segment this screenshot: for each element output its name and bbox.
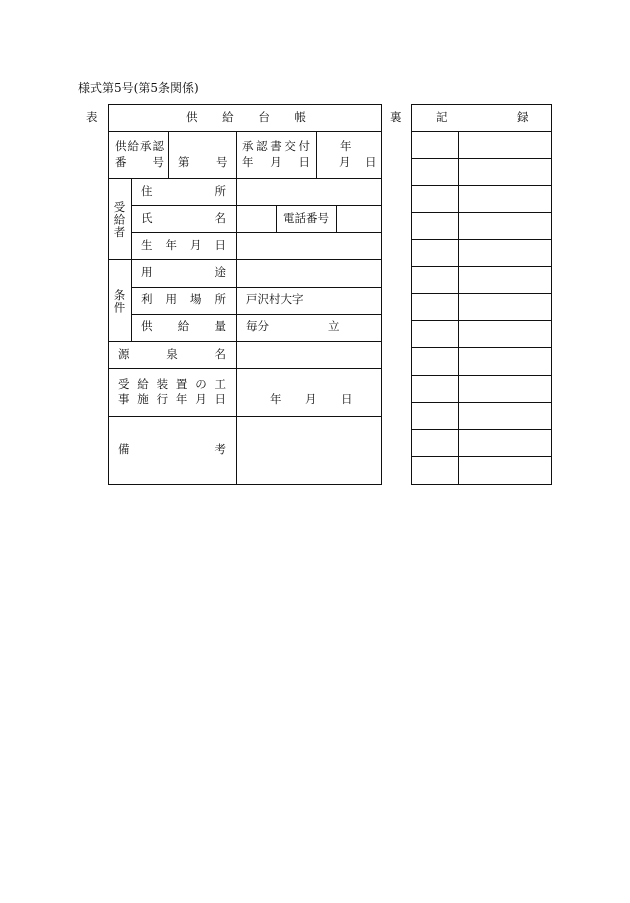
location-label: 利 用 場 所 <box>141 292 226 306</box>
location-value: 戸沢村大字 <box>246 292 304 306</box>
back-side-label: 裏 <box>390 110 402 124</box>
birth-label: 生 年 月 日 <box>141 238 226 252</box>
install-label-2: 事 施 行 年 月 日 <box>118 392 226 406</box>
install-month: 月 <box>305 392 317 406</box>
install-label-1: 受 給 装 置 の 工 <box>118 377 226 391</box>
recipient-group-label: 受給者 <box>112 201 127 239</box>
approval-no-prefix: 第 <box>178 155 190 169</box>
install-day: 日 <box>341 392 353 406</box>
record-heading-1: 記 <box>436 110 448 124</box>
issue-date-label-2: 年 月 日 <box>242 155 310 169</box>
install-year: 年 <box>270 392 282 406</box>
approval-no-suffix: 号 <box>216 155 228 169</box>
name-label: 氏 名 <box>141 211 226 225</box>
supply-unit: 立 <box>328 319 340 333</box>
front-side-label: 表 <box>86 110 98 124</box>
issue-date-label-1: 承 認 書 交 付 <box>242 139 310 153</box>
address-label: 住 所 <box>141 184 226 198</box>
approval-no-label-2: 番 号 <box>115 155 164 169</box>
purpose-label: 用 途 <box>141 265 226 279</box>
supply-label: 供 給 量 <box>141 319 226 333</box>
ledger-heading: 供 給 台 帳 <box>186 110 306 124</box>
source-label: 源 泉 名 <box>118 347 226 361</box>
phone-label: 電話番号 <box>283 211 329 225</box>
approval-no-label-1: 供 給 承 認 <box>115 139 164 153</box>
issue-date-day: 日 <box>365 155 377 169</box>
form-title: 様式第5号(第5条関係) <box>78 81 199 95</box>
conditions-group-label: 条件 <box>112 289 127 314</box>
record-heading-2: 録 <box>517 110 529 124</box>
remarks-label: 備 考 <box>118 442 226 456</box>
issue-date-month: 月 <box>339 155 351 169</box>
issue-date-year: 年 <box>340 139 352 153</box>
supply-prefix: 毎分 <box>246 319 269 333</box>
